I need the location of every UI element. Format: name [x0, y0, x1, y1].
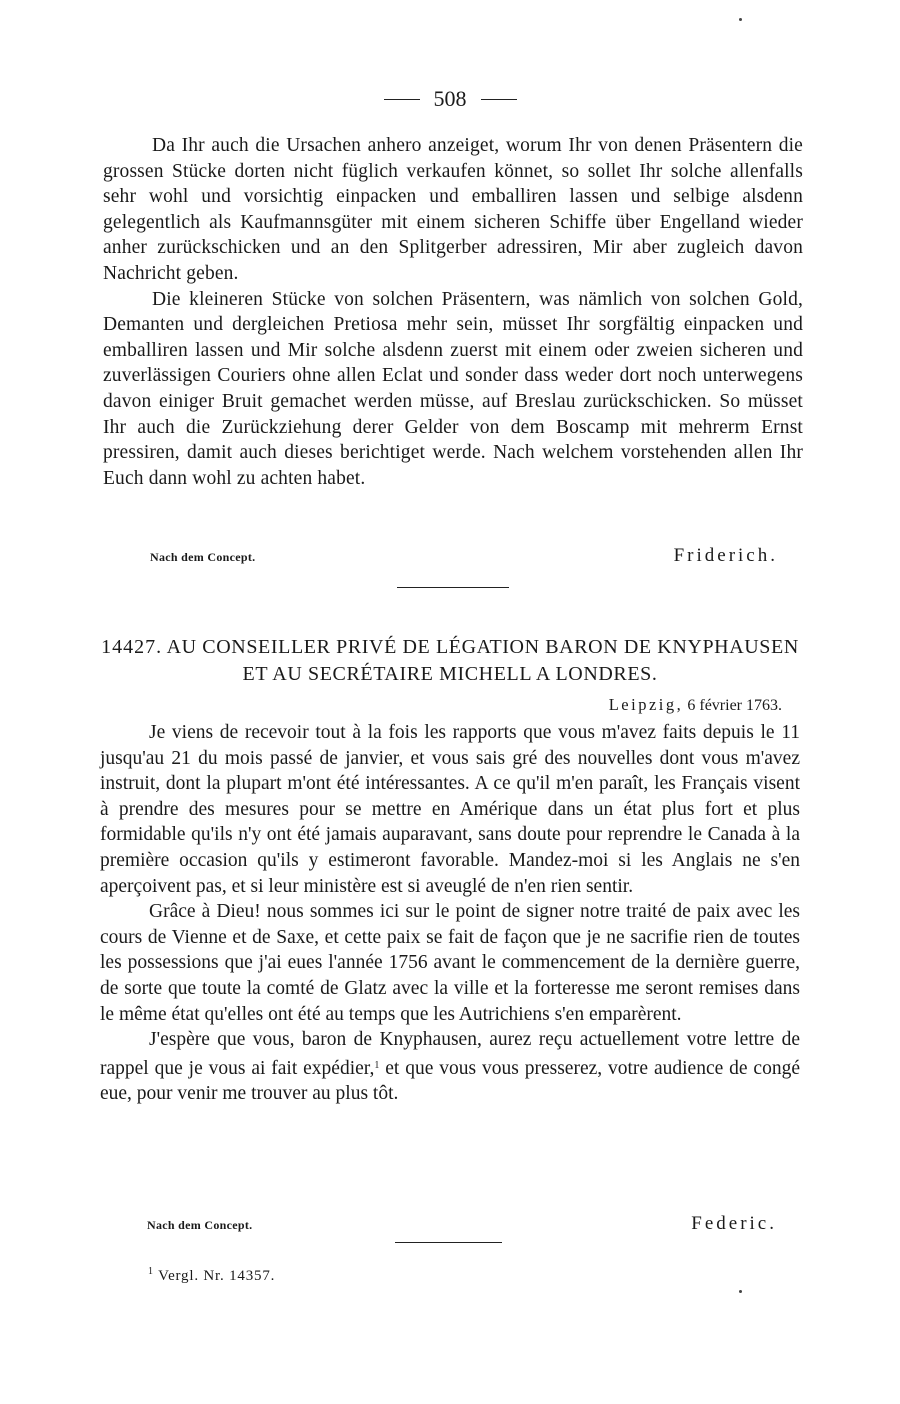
letter-14426-body — [103, 133, 803, 491]
footnote-marker: 1 — [148, 1266, 154, 1277]
footnote-divider — [395, 1242, 502, 1243]
letter-14427-closing — [147, 1213, 777, 1235]
letter-date: 6 février 1763. — [687, 697, 782, 714]
letter-14427-heading — [100, 634, 800, 688]
paragraph-3-text-start: J'espère que vous, baron de Knyphausen, aurez reçu actuellement votre lettre de rappel que je vous ai fait expédier, — [100, 1029, 800, 1079]
footnote-reference: 1 — [374, 1059, 380, 1071]
footnote-text: Vergl. Nr. 14357. — [158, 1268, 276, 1284]
signature: Federic. — [691, 1213, 777, 1234]
signature: Friderich. — [673, 545, 778, 566]
letter-14427-paragraph-3 — [100, 1027, 800, 1107]
scan-speck — [739, 1290, 742, 1293]
header-dash-left — [384, 99, 420, 100]
page-header — [0, 86, 900, 112]
footnote — [148, 1266, 275, 1285]
letter-14426-paragraph-1: Da Ihr auch die Ursachen anhero anzeiget, worum Ihr von denen Präsentern die grossen Stücke dorten nicht füglich verkaufen könnet, so sollet Ihr solche allenfalls sehr wohl und vorsichtig einpacken und emballiren lassen und selbige alsdenn gelegentlich als Kaufmannsgüter mit einem sicheren Schiffe über Engelland wieder anher zurückschicken und an den Splitgerber adressiren, Mir aber zugleich davon Nachricht geben. — [103, 135, 803, 284]
letter-number: 14427. — [101, 636, 163, 658]
header-dash-right — [481, 99, 517, 100]
letter-14426-closing — [150, 545, 778, 567]
letter-addressee: AU CONSEILLER PRIVÉ DE LÉGATION BARON DE KNYPHAUSEN ET AU SECRÉTAIRE MICHELL A LONDRES. — [166, 636, 799, 685]
letter-14426-paragraph-2: Die kleineren Stücke von solchen Präsentern, was nämlich von solchen Gold, Demanten und dergleichen Pretiosa mehr sein, müsset Ihr sorgfältig einpacken und emballiren lassen und Mir solche alsdenn zuerst mit einem oder zweien sicheren und zuverlässigen Couriers ohne allen Eclat und sonder dass weder dort noch unterwegens davon einiger Bruit gemachet werden müsse, auf Breslau zurückschicken. So müsset Ihr auch die Zurückziehung derer Gelder von dem Boscamp mit mehrerm Ernst pressiren, damit auch dieses berichtiget werde. Nach welchem vorstehenden allen Ihr Euch dann wohl zu achten habet. — [103, 288, 803, 489]
letter-14427-paragraph-1: Je viens de recevoir tout à la fois les rapports que vous m'avez faits depuis le 11 jusqu'au 21 du mois passé de janvier, et vous sais gré des nouvelles dont vous m'avez instruit, dont la plupart m'ont été intéressantes. A ce qu'il m'en paraît, les Français visent à prendre des mesures pour se mettre en Amérique dans un état plus fort et plus formidable qu'ils n'y ont été jamais auparavant, sans doute pour reprendre le Canada à la première occasion qu'ils y estimeront favorable. Mandez-moi si les Anglais ne s'en aperçoivent pas, et si leur ministère est si aveuglé de n'en rien sentir. — [100, 722, 800, 897]
section-divider — [397, 587, 509, 588]
paragraph-3-text-end: et que vous vous presserez, votre audience de congé eue, pour venir me trouver au plus tôt. — [100, 1057, 800, 1105]
source-note: Nach dem Concept. — [147, 1218, 253, 1232]
letter-14427-body — [100, 720, 800, 1107]
letter-14427-paragraph-2: Grâce à Dieu! nous sommes ici sur le point de signer notre traité de paix avec les cours de Vienne et de Saxe, et cette paix se fait de façon que je ne sacrifie rien de toutes les possessions que j'ai eues l'année 1756 avant le commencement de la dernière guerre, de sorte que toute la comté de Glatz avec la ville et la forteresse me seront remises dans le même état qu'elles ont été au temps que les Autrichiens s'en emparèrent. — [100, 901, 800, 1025]
scan-speck — [739, 18, 742, 21]
source-note: Nach dem Concept. — [150, 550, 256, 564]
letter-14427-dateline — [609, 695, 782, 715]
page-number: 508 — [433, 86, 467, 111]
letter-place: Leipzig, — [608, 695, 684, 714]
